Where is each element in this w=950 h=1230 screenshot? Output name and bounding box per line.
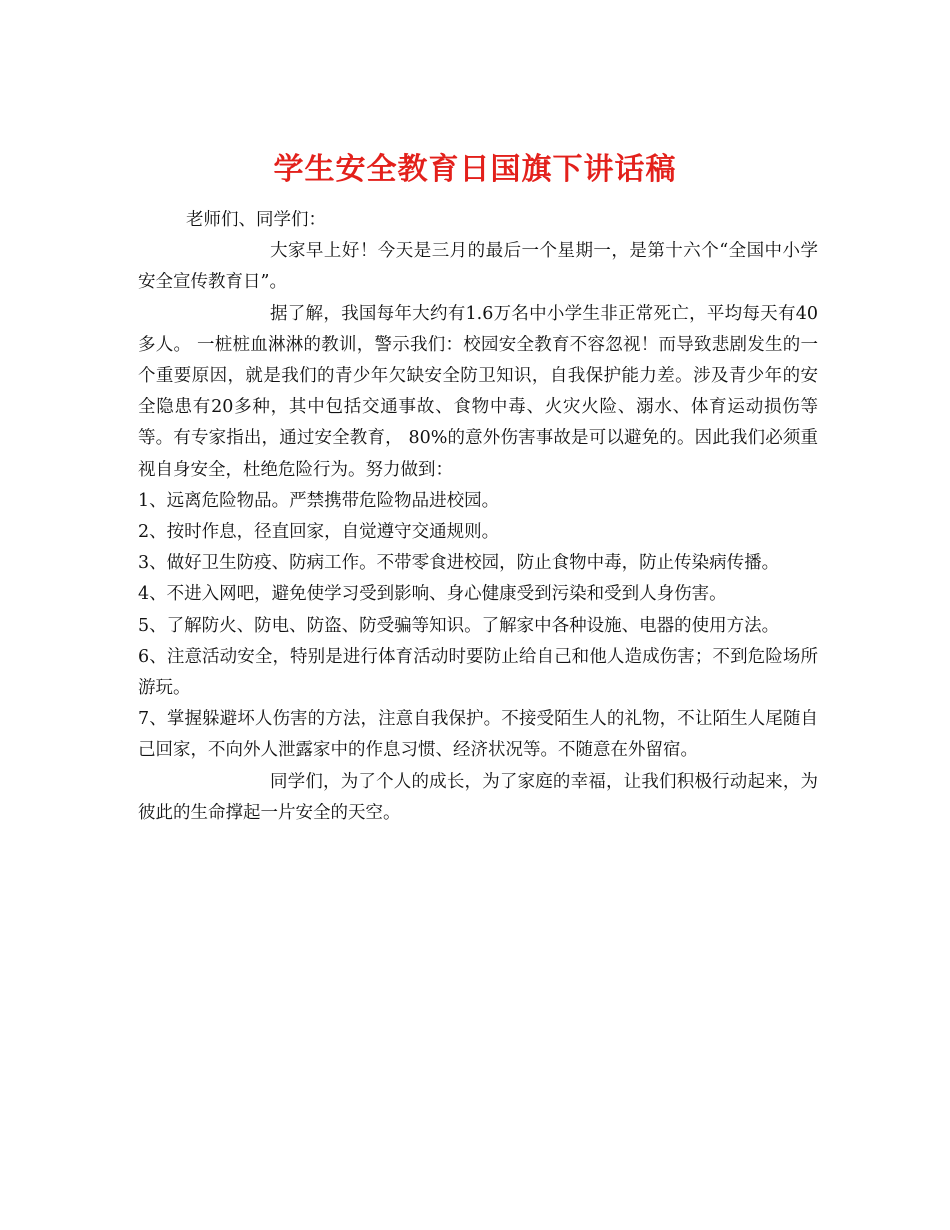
list-item: 4、不进入网吧，避免使学习受到影响、身心健康受到污染和受到人身伤害。 [138, 584, 727, 605]
list-item: 1、远离危险物品。严禁携带危险物品进校园。 [138, 490, 500, 511]
closing-paragraph: 同学们，为了个人的成长，为了家庭的幸福，让我们积极行动起来，为彼此的生命撑起一片安全的天空。 [138, 771, 818, 823]
list-item: 7、掌握躲避坏人伤害的方法，注意自我保护。不接受陌生人的礼物，不让陌生人尾随自己回家，不向外人泄露家中的作息习惯、经济状况等。不随意在外留宿。 [138, 709, 818, 761]
salutation: 老师们、同学们： [186, 210, 326, 230]
paragraph-statistics: 据了解，我国每年大约有1.6万名中小学生非正常死亡，平均每天有40多人。 一桩桩血淋淋的教训，警示我们：校园安全教育不容忽视！而导致悲剧发生的一个重要原因，就是我们的青少年欠缺安全防卫知识，自我保护能力差。涉及青少年的安全隐患有20多种，其中包括交通事故、食物中毒、火灾火险、溺水、体育运动损伤等等。有专家指出，通过安全教育， 80%的意外伤害事故是可以避免的。因此我们必须重视自身安全，杜绝危险行为。努力做到： [138, 303, 818, 480]
document-title: 学生安全教育日国旗下讲话稿 [273, 152, 677, 188]
list-item: 2、按时作息，径直回家，自觉遵守交通规则。 [138, 522, 500, 543]
document-body [138, 205, 818, 829]
paragraph-greeting: 大家早上好！今天是三月的最后一个星期一，是第十六个“全国中小学安全宣传教育日”。 [138, 241, 818, 293]
list-item: 3、做好卫生防疫、防病工作。不带零食进校园，防止食物中毒，防止传染病传播。 [138, 553, 780, 574]
list-item: 5、了解防火、防电、防盗、防受骗等知识。了解家中各种设施、电器的使用方法。 [138, 615, 780, 636]
list-item: 6、注意活动安全，特别是进行体育活动时要防止给自己和他人造成伤害；不到危险场所游玩。 [138, 646, 818, 699]
